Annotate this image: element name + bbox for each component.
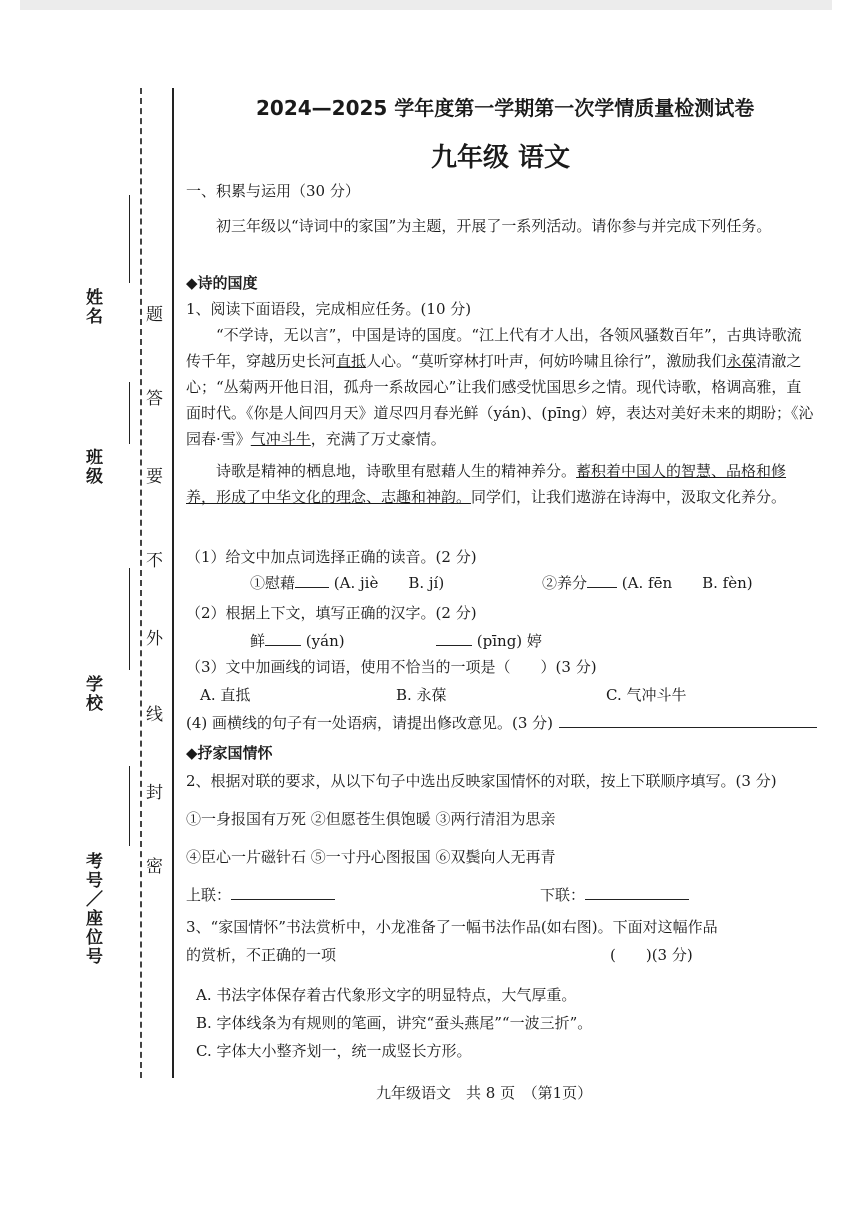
name-label: 姓名	[82, 288, 102, 326]
q1-2-item-a: 鲜 (yán)	[250, 632, 345, 650]
q3-option-b: B. 字体线条为有规则的笔画，讲究“蚕头燕尾”“一波三折”。	[196, 1014, 593, 1032]
question-1-1: （1）给文中加点词选择正确的读音。(2 分)	[186, 548, 477, 566]
answer-blank[interactable]	[265, 645, 301, 646]
seal-char: 题	[146, 305, 163, 325]
exam-no-label: 考号／座位号	[82, 852, 102, 966]
q3-option-c: C. 字体大小整齐划一，统一成竖长方形。	[196, 1042, 472, 1060]
reading-passage-1: “不学诗，无以言”，中国是诗的国度。“江上代有才人出，各领风骚数百年”，古典诗歌流传千年，穿越历史长河直抵人心。“莫听穿林打叶声，何妨吟啸且徐行”，激励我们永葆清澈之心；“丛菊两开他日泪，孤舟一系故园心”让我们感受忧国思乡之情。现代诗歌，格调高雅，直面时代。《你是人间四月天》道尽四月春光鲜（yán)、(pīng）婷，表达对美好未来的期盼；《沁园春·雪》气冲斗牛，充满了万丈豪情。	[186, 326, 814, 448]
seal-dashed-line	[140, 88, 142, 1078]
margin-border-line	[172, 88, 174, 1078]
underlined-word-zhidi: 直抵	[336, 352, 367, 370]
exam-title: 2024—2025 学年度第一学期第一次学情质量检测试卷	[256, 96, 755, 120]
seal-char: 不	[146, 551, 163, 571]
scan-top-band	[20, 0, 832, 10]
subsection-poetry-nation: ◆诗的国度	[186, 274, 258, 292]
underlined-word-qichongdouniu: 气冲斗牛	[250, 430, 311, 448]
question-1-stem: 1、阅读下面语段，完成相应任务。(10 分)	[186, 300, 472, 318]
question-3-line-1: 3、“家国情怀”书法赏析中，小龙准备了一幅书法作品(如右图)。下面对这幅作品	[186, 918, 718, 936]
lower-couplet-field: 下联：	[540, 884, 689, 905]
question-2-stem: 2、根据对联的要求，从以下句子中选出反映家国情怀的对联，按上下联顺序填写。(3 分)	[186, 772, 777, 790]
q1-3-option-c: C. 气冲斗牛	[606, 686, 687, 704]
class-blank	[129, 382, 130, 444]
upper-couplet-field: 上联：	[186, 884, 335, 905]
couplet-options-row-2: ④臣心一片磁针石 ⑤一寸丹心图报国 ⑥双鬓向人无再青	[186, 848, 556, 866]
question-1-4: (4) 画横线的句子有一处语病，请提出修改意见。(3 分)	[186, 712, 817, 733]
q1-1-option-1: ①慰藉 (A. jiè B. jí)	[250, 574, 445, 592]
question-3-line-2: 的赏析，不正确的一项	[186, 946, 337, 964]
q1-1-option-2: ②养分 (A. fēn B. fèn)	[542, 574, 753, 592]
page-footer: 九年级语文 共 8 页 （第1页）	[376, 1084, 593, 1102]
class-label: 班级	[82, 448, 102, 486]
question-1-2: （2）根据上下文，填写正确的汉字。(2 分)	[186, 604, 477, 622]
answer-blank[interactable]	[295, 587, 329, 588]
question-1-3: （3）文中加画线的词语，使用不恰当的一项是（ ）(3 分)	[186, 658, 597, 676]
seal-char: 封	[146, 783, 163, 803]
q1-3-option-a: A. 直抵	[200, 686, 251, 704]
couplet-options-row-1: ①一身报国有万死 ②但愿苍生俱饱暖 ③两行清泪为思亲	[186, 810, 556, 828]
answer-blank[interactable]	[436, 645, 472, 646]
school-blank	[129, 568, 130, 670]
answer-line[interactable]	[231, 899, 335, 900]
question-3-answer-bracket: ( )(3 分)	[610, 946, 693, 964]
faulty-sentence: 蓄积着中国人的智慧、品格和修养，形成了中华文化的理念、志趣和神韵。	[186, 462, 787, 506]
exam-subtitle: 九年级 语文	[431, 143, 571, 173]
section-heading: 一、积累与运用（30 分）	[186, 182, 360, 200]
name-blank	[129, 195, 130, 283]
answer-blank[interactable]	[587, 587, 617, 588]
seal-char: 线	[146, 705, 163, 725]
exam-no-blank	[129, 766, 130, 846]
subsection-home-country: ◆抒家国情怀	[186, 744, 273, 762]
seal-char: 密	[146, 857, 163, 877]
q1-2-item-b: (pīng) 婷	[436, 630, 542, 651]
seal-char: 外	[146, 629, 163, 649]
q1-3-option-b: B. 永葆	[396, 686, 447, 704]
seal-char: 答	[146, 389, 163, 409]
school-label: 学校	[82, 675, 102, 713]
underlined-word-yongbao: 永葆	[726, 352, 757, 370]
intro-paragraph: 初三年级以“诗词中的家国”为主题，开展了一系列活动。请你参与并完成下列任务。	[216, 217, 772, 235]
seal-char: 要	[146, 467, 163, 487]
reading-passage-2: 诗歌是精神的栖息地，诗歌里有慰藉人生的精神养分。蓄积着中国人的智慧、品格和修养，形成了中华文化的理念、志趣和神韵。同学们，让我们遨游在诗海中，汲取文化养分。	[186, 462, 787, 506]
q3-option-a: A. 书法字体保存着古代象形文字的明显特点，大气厚重。	[196, 986, 577, 1004]
answer-line[interactable]	[585, 899, 689, 900]
answer-line[interactable]	[559, 727, 817, 728]
